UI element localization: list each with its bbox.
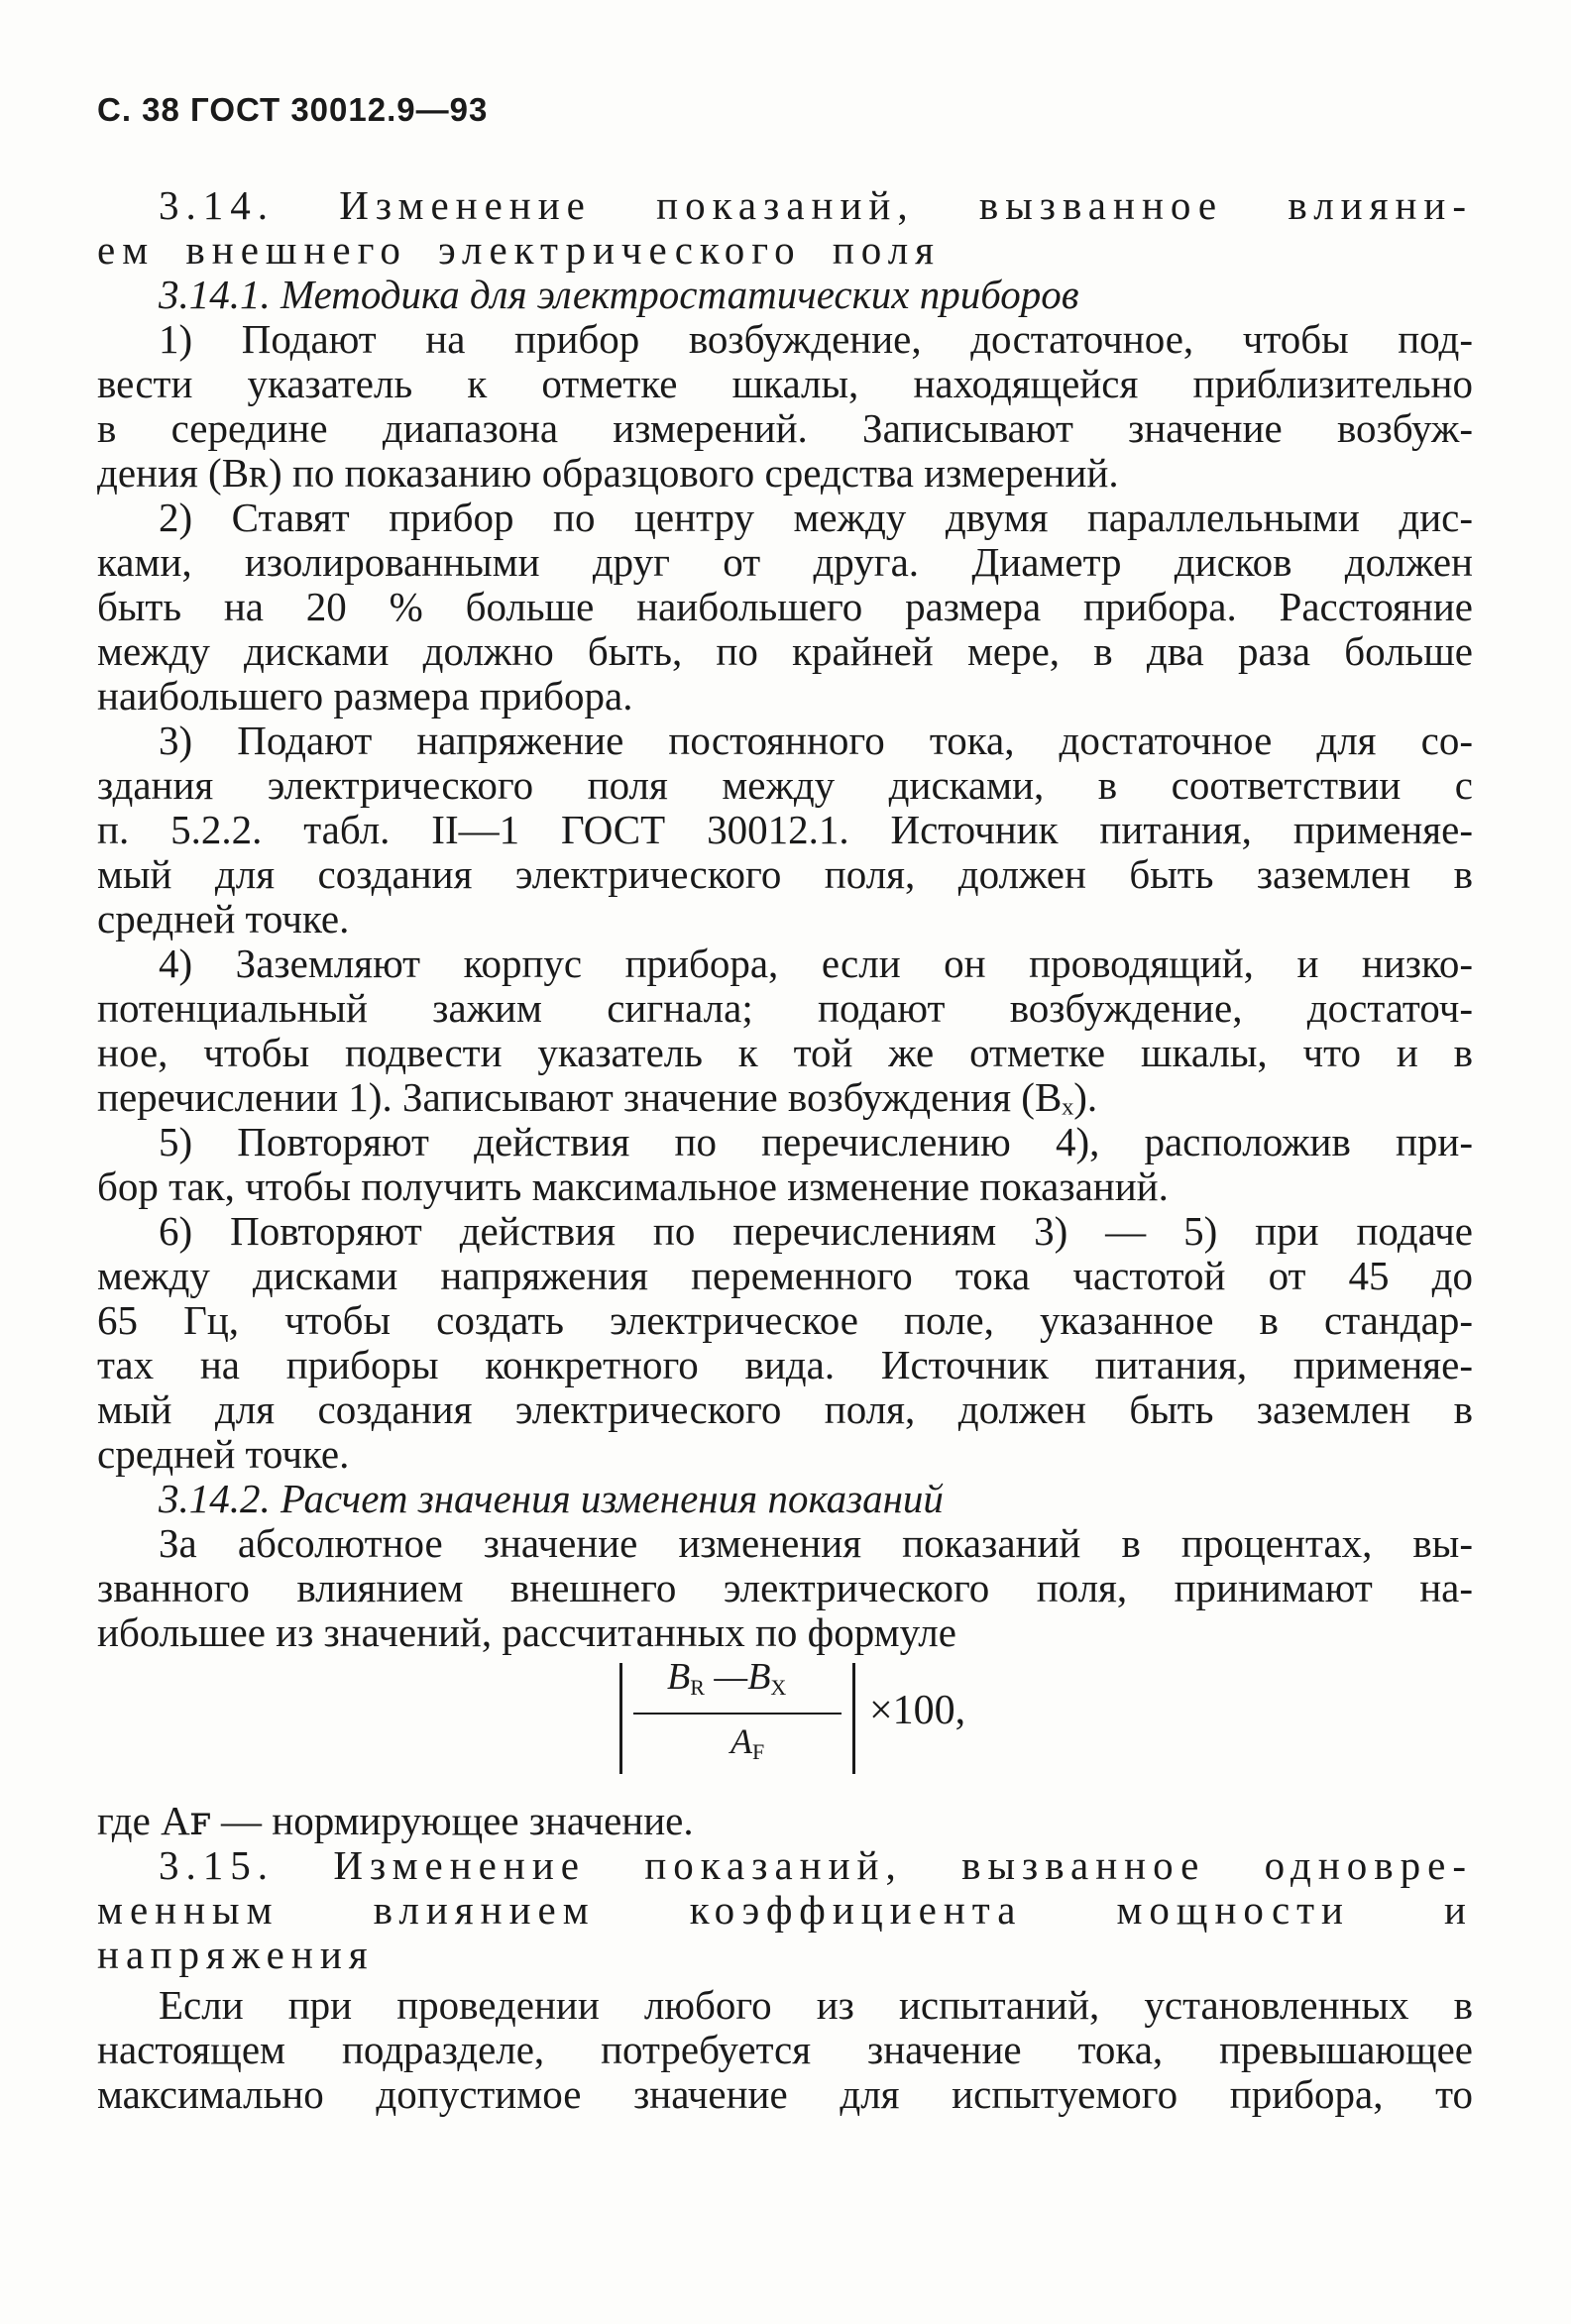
section-3-15-title-line-2: менным влиянием коэффициента мощности и bbox=[97, 1887, 1473, 1933]
text-line: 6) Повторяют действия по перечислениям 3) — 5) при подаче bbox=[159, 1208, 1473, 1254]
text-line: максимально допустимое значение для испытуемого прибора, то bbox=[97, 2071, 1473, 2117]
text-line: дения (Bʀ) по показанию образцового средства измерений. bbox=[97, 450, 1119, 496]
text-line: ное, чтобы подвести указатель к той же отметке шкалы, что и в bbox=[97, 1030, 1473, 1075]
paragraph-2 bbox=[97, 496, 1473, 719]
paragraph-5 bbox=[97, 1120, 1473, 1209]
text-line: средней точке. bbox=[97, 1431, 350, 1477]
text-line: потенциальный зажим сигнала; подают возбуждение, достаточ- bbox=[97, 985, 1473, 1031]
paragraph-7 bbox=[97, 1521, 1473, 1655]
text-line: здания электрического поля между дисками, в соответствии с bbox=[97, 762, 1473, 808]
text-line: тах на приборы конкретного вида. Источник питания, применяе- bbox=[97, 1342, 1473, 1387]
formula-denominator: $A_F$ bbox=[730, 1721, 765, 1764]
text-line: 1) Подают на прибор возбуждение, достаточное, чтобы под- bbox=[159, 316, 1473, 362]
text-line: п. 5.2.2. табл. II—1 ГОСТ 30012.1. Источник питания, применяе- bbox=[97, 807, 1473, 852]
text-line: мый для создания электрического поля, должен быть заземлен в bbox=[97, 851, 1473, 897]
text-line: перечислении 1). Записывают значение возбуждения (Bₓ). bbox=[97, 1074, 1098, 1120]
formula-multiplier: ×100, bbox=[869, 1688, 966, 1733]
subsection-3-14-2-title: 3.14.2. Расчет значения изменения показаний bbox=[159, 1476, 944, 1521]
text-line: настоящем подразделе, потребуется значение тока, превышающее bbox=[97, 2027, 1473, 2072]
text-line: званного влиянием внешнего электрического поля, принимают на- bbox=[97, 1565, 1473, 1610]
text-line: 2) Ставят прибор по центру между двумя параллельными дис- bbox=[159, 495, 1473, 540]
paragraph-4 bbox=[97, 941, 1473, 1120]
text-line: мый для создания электрического поля, должен быть заземлен в bbox=[97, 1386, 1473, 1432]
formula-explanation: где Aꜰ — нормирующее значение. bbox=[97, 1798, 694, 1843]
text-line: в середине диапазона измерений. Записывают значение возбуж- bbox=[97, 405, 1473, 451]
text-line: Если при проведении любого из испытаний, установленных в bbox=[159, 1982, 1473, 2028]
text-line: 5) Повторяют действия по перечислению 4), расположив при- bbox=[159, 1119, 1473, 1164]
text-line: быть на 20 % больше наибольшего размера прибора. Расстояние bbox=[97, 584, 1473, 629]
text-line: между дисками должно быть, по крайней мере, в два раза больше bbox=[97, 628, 1473, 674]
paragraph-1 bbox=[97, 317, 1473, 496]
text-line: 4) Заземляют корпус прибора, если он проводящий, и низко- bbox=[159, 941, 1473, 986]
document-body bbox=[97, 183, 1473, 1655]
abs-bar-left bbox=[619, 1663, 622, 1774]
text-line: наибольшего размера прибора. bbox=[97, 673, 633, 719]
section-3-14-title-line-1: 3.14. Изменение показаний, вызванное влияни- bbox=[159, 182, 1473, 228]
formula bbox=[619, 1655, 1056, 1774]
paragraph-3 bbox=[97, 719, 1473, 941]
text-line: 3) Подают напряжение постоянного тока, достаточное для со- bbox=[159, 718, 1473, 763]
section-3-15-title-line-1: 3.15. Изменение показаний, вызванное одновре- bbox=[159, 1842, 1473, 1888]
paragraph-6 bbox=[97, 1209, 1473, 1477]
text-line: средней точке. bbox=[97, 896, 350, 941]
subsection-3-14-1-title: 3.14.1. Методика для электростатических приборов bbox=[159, 272, 1079, 317]
page-header: С. 38 ГОСТ 30012.9—93 bbox=[97, 91, 489, 128]
text-line: ибольшее из значений, рассчитанных по формуле bbox=[97, 1609, 956, 1655]
formula-numerator: $B_R$ $—B_X$ bbox=[667, 1656, 787, 1700]
document-body-continued bbox=[97, 1799, 1473, 2117]
section-3-15-title-line-3: напряжения bbox=[97, 1932, 375, 1977]
text-line: бор так, чтобы получить максимальное изменение показаний. bbox=[97, 1163, 1169, 1209]
abs-bar-right bbox=[852, 1663, 855, 1774]
text-line: За абсолютное значение изменения показаний в процентах, вы- bbox=[159, 1520, 1473, 1566]
text-line: 65 Гц, чтобы создать электрическое поле, указанное в стандар- bbox=[97, 1297, 1473, 1343]
paragraph-8 bbox=[97, 1983, 1473, 2117]
fraction-line bbox=[633, 1713, 842, 1715]
section-3-14-title-line-2: ем внешнего электрического поля bbox=[97, 227, 942, 273]
text-line: между дисками напряжения переменного тока частотой от 45 до bbox=[97, 1253, 1473, 1298]
text-line: ками, изолированными друг от друга. Диаметр дисков должен bbox=[97, 539, 1473, 585]
text-line: вести указатель к отметке шкалы, находящейся приблизительно bbox=[97, 361, 1473, 406]
